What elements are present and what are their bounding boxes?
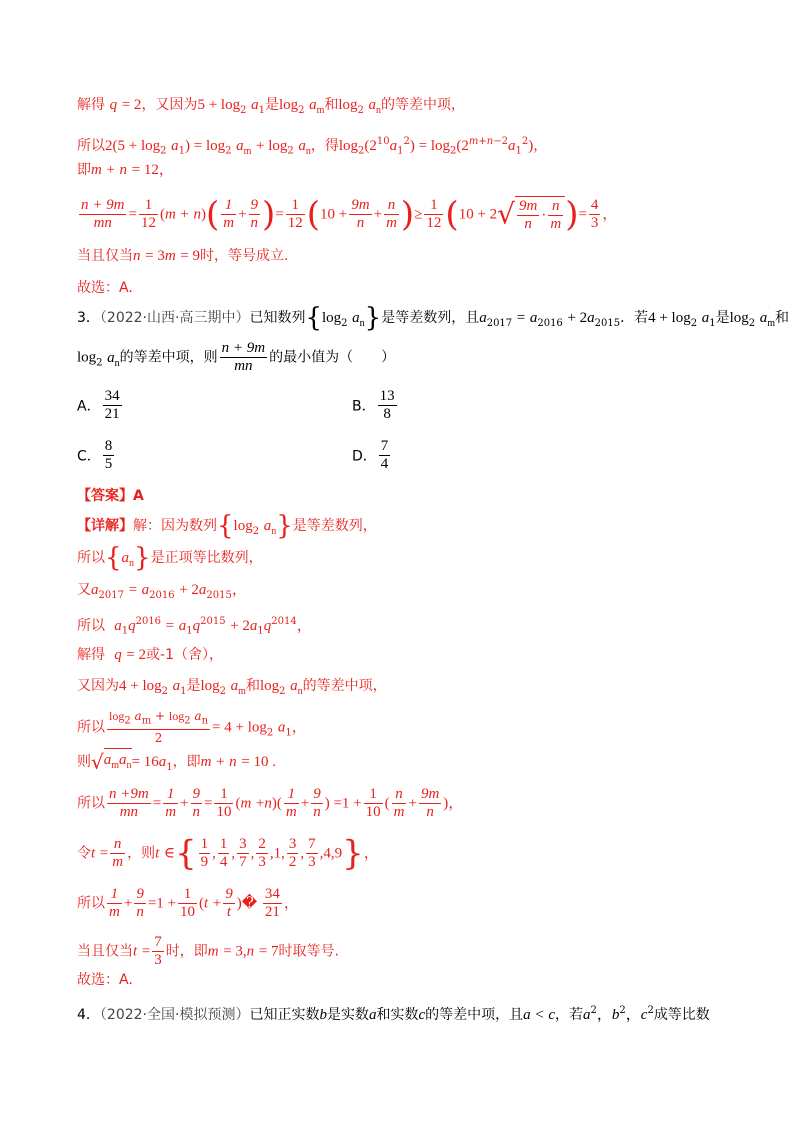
question-3-line-2: $\log_2 a_n$的等差中项，则 $\frac{n + 9m}{mn}$ 的最小值为（ ）	[77, 340, 396, 374]
question-3-line-1: 3．（2022·山西·高三期中）已知数列{$\log_2$ $a_n$}是等差数列，且$a_{2017} = a_{2016} + 2a_{2015}$．若$4 + \log_2 a_1$是$\log_2 a_m$和	[77, 303, 790, 333]
solution-inequality: $\frac{n + 9m}{mn}$ = $\frac{1}{12}$ (m + n)( $\frac{1}{m}$ + $\frac{9}{n}$ )= $\frac{1}{12}$ (10 + $\frac{9m}{n}$ + $\frac{n}{m}$ )≥ $\frac{1}{12}$ (10 + 2√ $\frac{9m}{n}$ · $\frac{n}{m}$ )= $\frac{4}{3}$ ，	[81, 194, 618, 235]
question-4-line-1: 4．（2022·全国·模拟预测）已知正实数b是实数a和实数c的等差中项，且a < c，若$a^2$，$b^2$，$c^2$成等比数	[77, 1005, 710, 1023]
option-a[interactable]: A． $\frac{34}{21}$	[77, 388, 120, 422]
detail-line-11: 所以 $\frac{1}{m}$ + $\frac{9}{n}$ =1 + $\frac{1}{10}$ (t + $\frac{9}{t}$ )� $\frac{34}{21}$ ，	[77, 886, 299, 920]
detail-line-7: 所以 $\frac{\log_2 a_m + \log_2 a_n}{2}$ = $4 + \log_2 a_1$，	[77, 709, 307, 746]
detail-line-6: 又因为$4 + \log_2 a_1$是$\log_2 a_m$和$\log_2 a_n$的等差中项，	[77, 678, 387, 697]
detail-line-2: 所以$\{a_n\}$是正项等比数列，	[77, 543, 263, 573]
detail-line-12: 当且仅当t = $\frac{7}{3}$ 时，即m = 3,n = 7时取等号.	[77, 934, 339, 968]
solution-line-2: 所以$2(5 + \log_2 a_1) = \log_2 a_m + \log_2 a_n$，得$\log_2(2^{10}a_1^2) = \log_2(2^{m+n-2}a_1^2)$，	[77, 136, 548, 157]
option-a-fraction: $\frac{34}{21}$	[104, 388, 120, 422]
detail-line-13: 故选：A.	[77, 972, 133, 988]
detail-line-4: 所以 $a_1q^{2016} = a_1q^{2015} + 2a_1q^{2014}$，	[77, 616, 312, 637]
option-c[interactable]: C． $\frac{8}{5}$	[77, 438, 113, 472]
detail-line-3: 又$a_{2017} = a_{2016} + 2a_{2015}$，	[77, 582, 247, 601]
detail-line-1: 【详解】解：因为数列{$\log_2$ $a_n$}是等差数列，	[77, 511, 377, 541]
option-b-fraction: $\frac{13}{8}$	[379, 388, 395, 422]
detail-line-5: 解得 q = 2或-1（舍），	[77, 647, 224, 663]
solution-line-3: 即m + n = 12，	[77, 162, 174, 178]
option-b[interactable]: B． $\frac{13}{8}$	[352, 388, 395, 422]
option-d-fraction: $\frac{7}{4}$	[380, 438, 389, 472]
detail-line-10: 令t = $\frac{n}{m}$ ，则t ∈{ $\frac{1}{9}$ , $\frac{1}{4}$ , $\frac{3}{7}$ , $\frac{2}{3}$ ,1, $\frac{3}{2}$ , $\frac{7}{3}$ ,4,9}，	[77, 833, 379, 874]
solution-line-6: 故选：A.	[77, 280, 133, 296]
option-d[interactable]: D． $\frac{7}{4}$	[352, 438, 389, 472]
option-c-fraction: $\frac{8}{5}$	[104, 438, 113, 472]
detail-line-9: 所以 $\frac{n +9m}{mn}$ = $\frac{1}{m}$ + $\frac{9}{n}$ = $\frac{1}{10}$ (m +n)( $\frac{1}{m}$ + $\frac{9}{n}$ ) =1 + $\frac{1}{10}$ ( $\frac{n}{m}$ + $\frac{9m}{n}$ )，	[77, 786, 464, 820]
solution-line-5: 当且仅当n = 3m = 9时，等号成立.	[77, 248, 289, 264]
detail-line-8: 则$√a_ma_n= 16a_1$，即m + n = 10 .	[77, 750, 276, 774]
solution-line-1: 解得 q = 2，又因为$5 + \log_2 a_1$是$\log_2 a_m$和$\log_2 a_n$的等差中项，	[77, 97, 466, 116]
answer-label: 【答案】A	[77, 488, 144, 504]
